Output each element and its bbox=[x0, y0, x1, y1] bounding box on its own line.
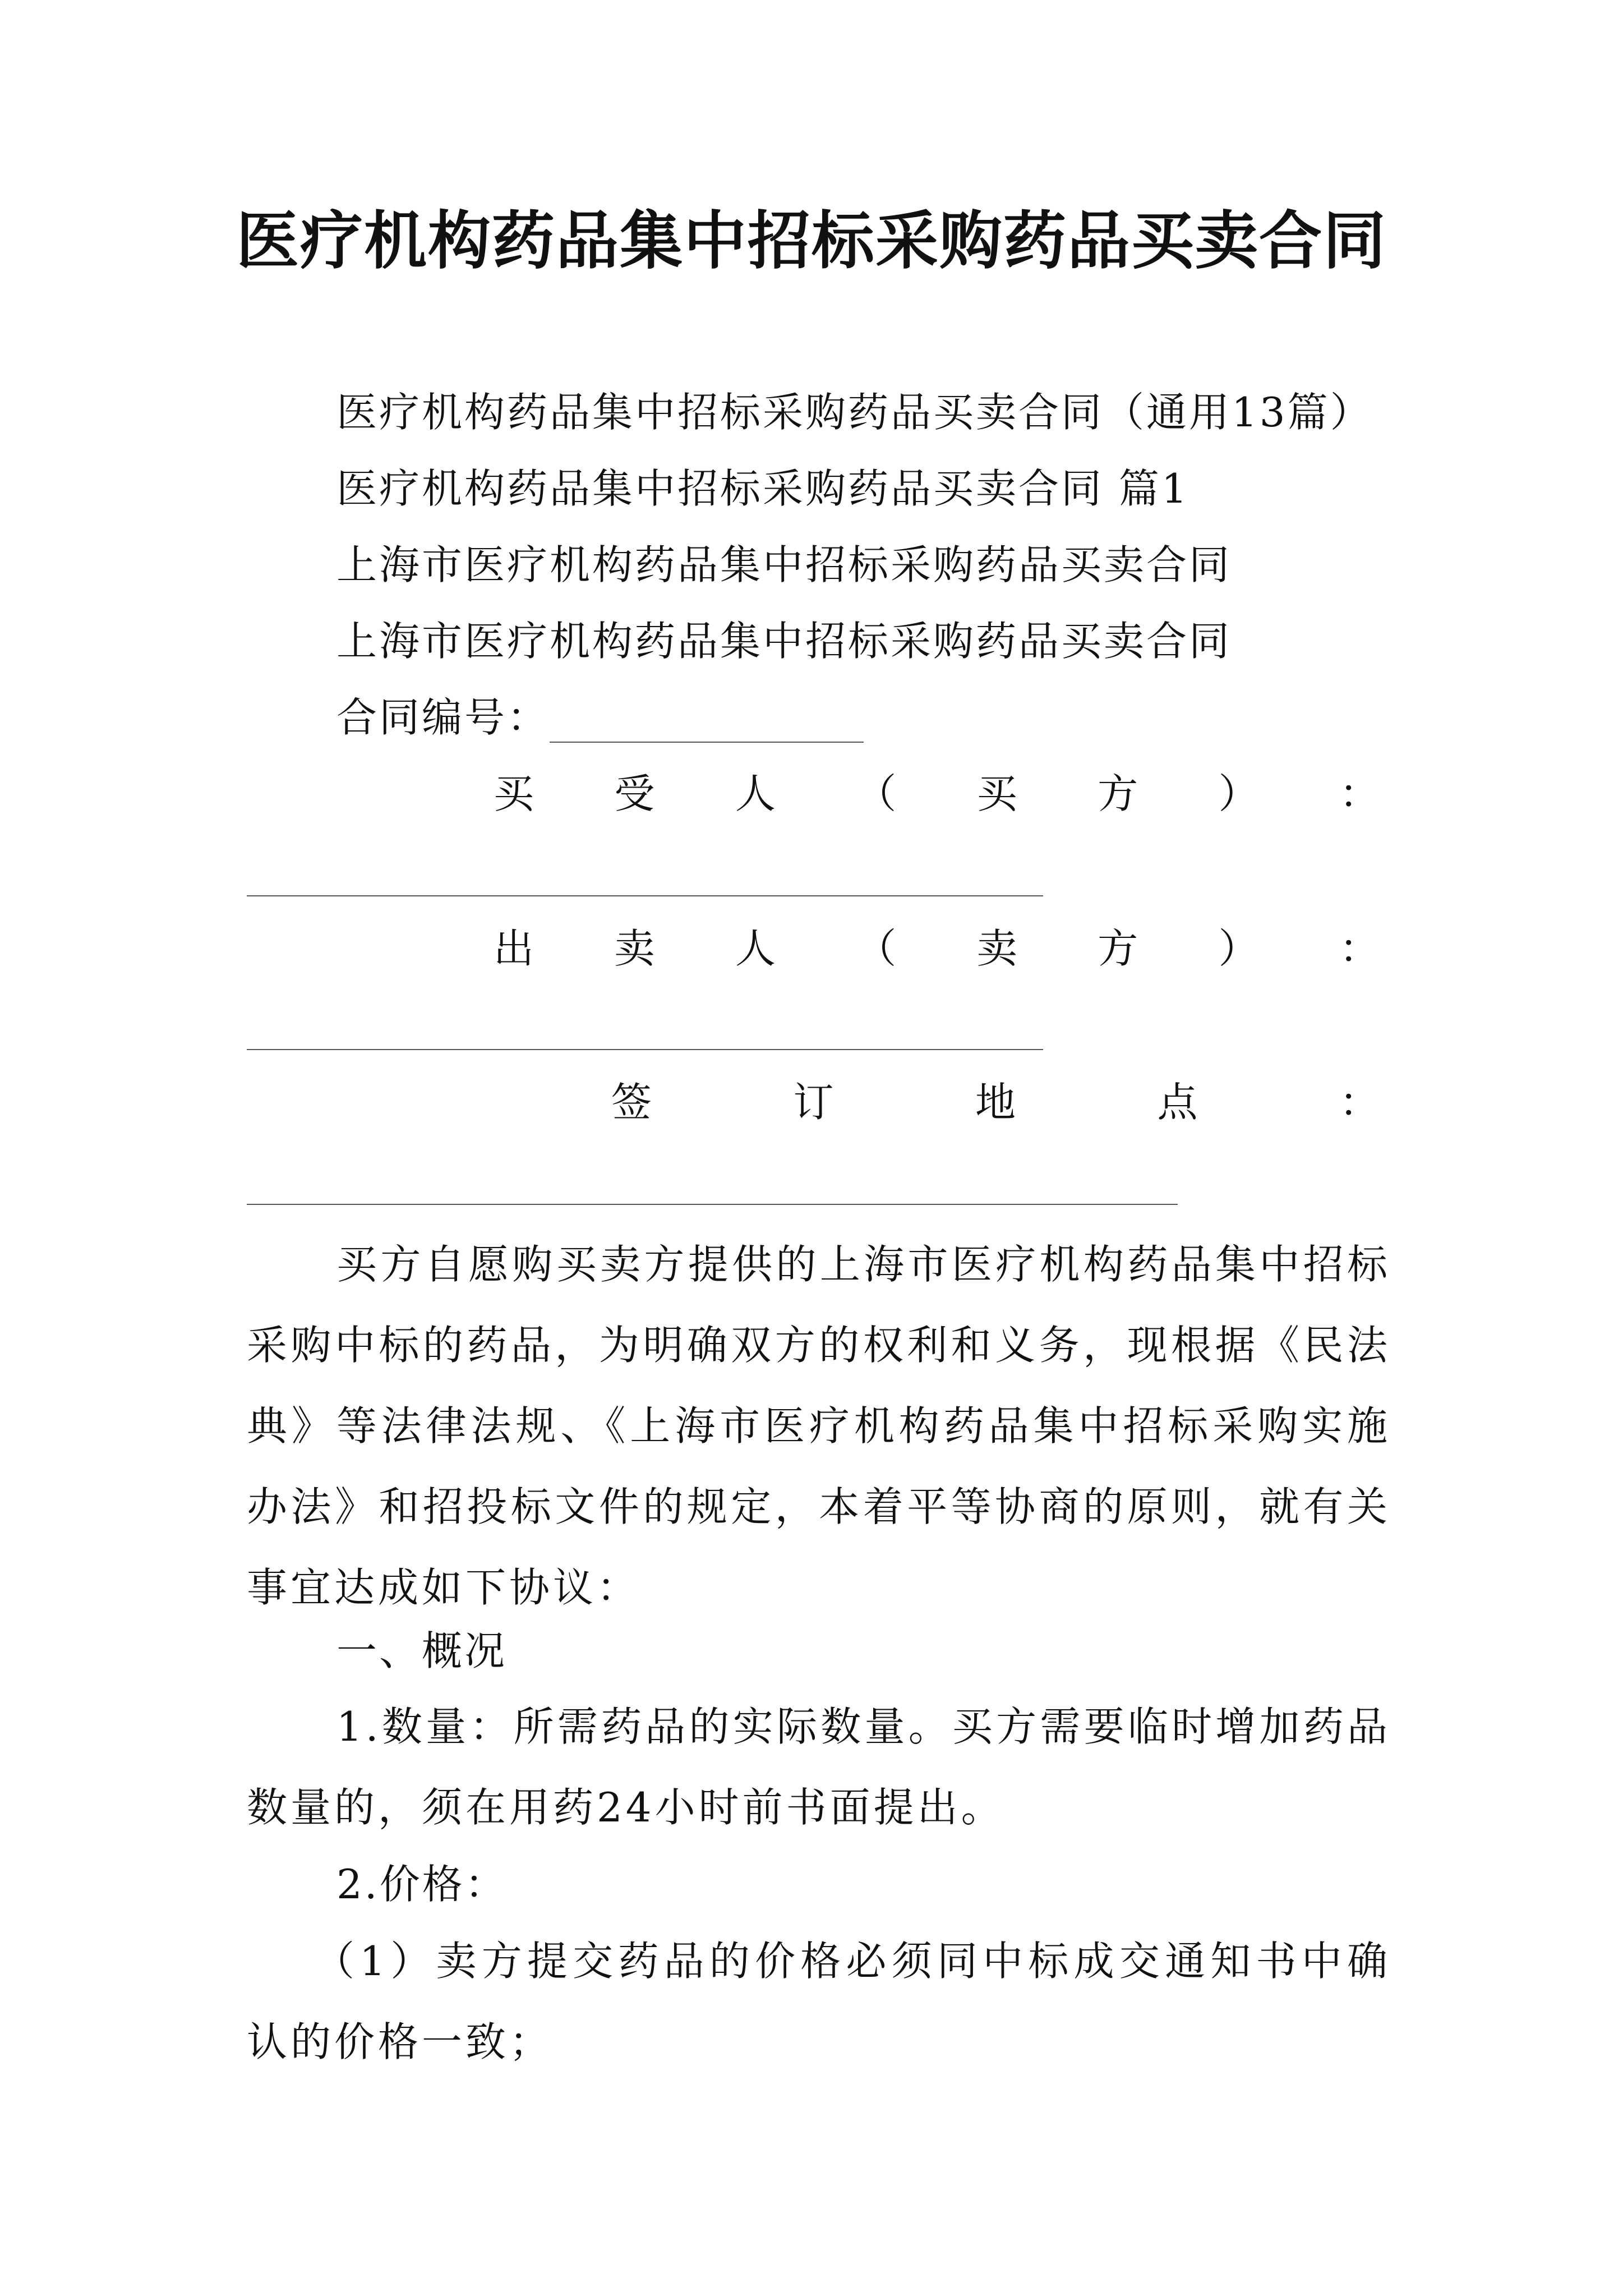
seller-label-char: 方 bbox=[1098, 925, 1138, 972]
seller-label-char: 人 bbox=[735, 925, 776, 972]
seller-label-char: ： bbox=[1339, 925, 1380, 972]
preamble-paragraph: 买方自愿购买卖方提供的上海市医疗机构药品集中招标采购中标的药品，为明确双方的权利和义务，现根据《民法典》等法律法规、《上海市医疗机构药品集中招标采购实施办法》和招投标文件的规定，本着平等协商的原则，就有关事宜达成如下协议： bbox=[247, 1241, 1391, 1611]
seller-label bbox=[494, 923, 1380, 974]
place-label-char: 点 bbox=[1157, 1079, 1198, 1126]
seller-label-char: 卖 bbox=[614, 925, 655, 972]
buyer-label-char: 人 bbox=[735, 770, 776, 817]
clause-price-item: （1）卖方提交药品的价格必须同中标成交通知书中确认的价格一致； bbox=[247, 1938, 1391, 2065]
seller-label-char: ） bbox=[1218, 925, 1259, 972]
document-title: 医疗机构药品集中招标采购药品买卖合同 bbox=[236, 205, 1387, 278]
place-label-char: 签 bbox=[611, 1079, 652, 1126]
clause-price-heading: 2.价格： bbox=[336, 1861, 508, 1908]
section-heading-line: 医疗机构药品集中招标采购药品买卖合同 篇1 bbox=[336, 465, 1189, 512]
signing-place-label bbox=[611, 1077, 1380, 1128]
seller-label-char: 出 bbox=[494, 925, 534, 972]
seller-label-char: （ bbox=[856, 925, 897, 972]
place-label-char: 地 bbox=[975, 1079, 1016, 1126]
buyer-label bbox=[494, 769, 1380, 819]
contract-number-label: 合同编号： bbox=[336, 694, 550, 741]
buyer-label-char: 买 bbox=[494, 770, 534, 817]
clause-quantity: 1.数量：所需药品的实际数量。买方需要临时增加药品数量的，须在用药24小时前书面提出。 bbox=[247, 1703, 1391, 1831]
buyer-label-char: ） bbox=[1218, 770, 1259, 817]
place-label-char: ： bbox=[1339, 1079, 1380, 1126]
seller-blank bbox=[247, 1049, 1043, 1050]
subtitle-line: 医疗机构药品集中招标采购药品买卖合同（通用13篇） bbox=[336, 389, 1373, 436]
signing-place-blank bbox=[247, 1204, 1178, 1205]
buyer-label-char: （ bbox=[856, 770, 897, 817]
seller-label-char: 卖 bbox=[976, 925, 1017, 972]
contract-name-line: 上海市医疗机构药品集中招标采购药品买卖合同 bbox=[336, 541, 1232, 588]
contract-name-line: 上海市医疗机构药品集中招标采购药品买卖合同 bbox=[336, 618, 1232, 665]
place-label-char: 订 bbox=[793, 1079, 834, 1126]
buyer-label-char: 方 bbox=[1098, 770, 1138, 817]
buyer-label-char: ： bbox=[1339, 770, 1380, 817]
buyer-blank bbox=[247, 895, 1043, 896]
buyer-label-char: 受 bbox=[614, 770, 655, 817]
contract-number-blank bbox=[550, 742, 864, 743]
buyer-label-char: 买 bbox=[976, 770, 1017, 817]
section-heading: 一、概况 bbox=[336, 1627, 508, 1674]
